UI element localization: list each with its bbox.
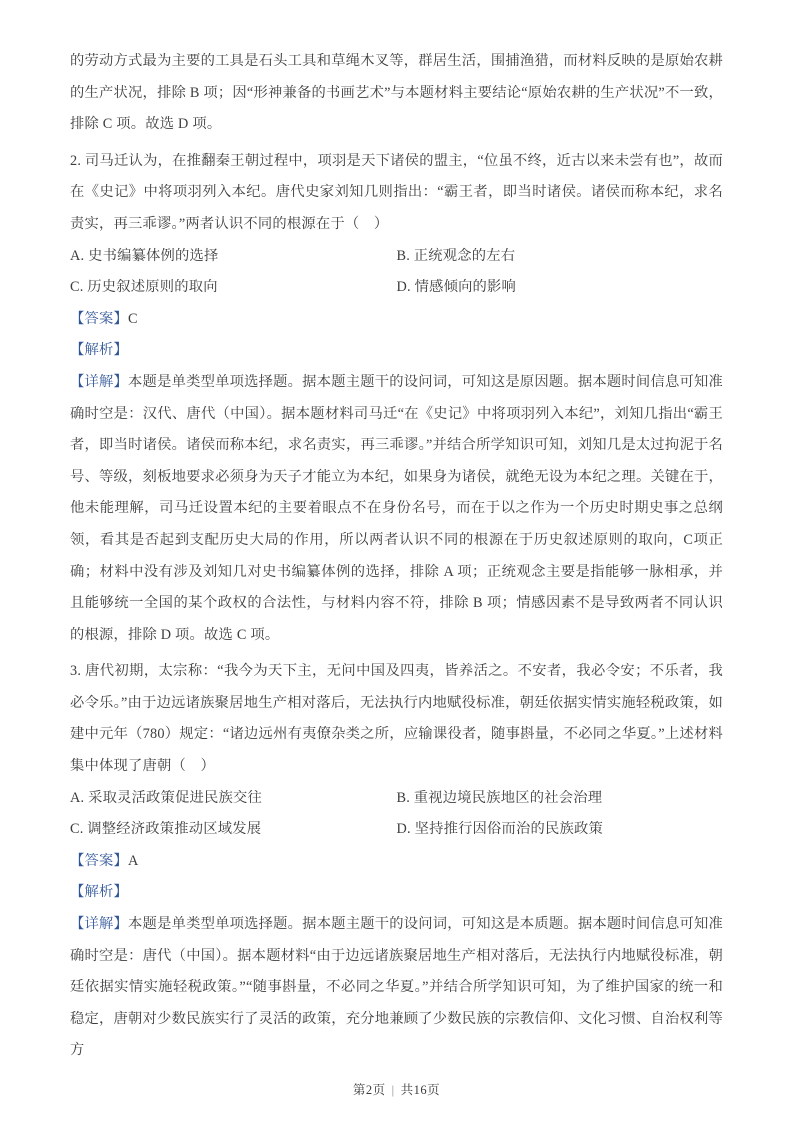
question-2-analysis-line xyxy=(70,335,723,367)
page-content xyxy=(70,46,723,1067)
answer-label: 【答案】 xyxy=(70,310,128,327)
question-2-option-a: A. 史书编纂体例的选择 xyxy=(70,247,219,264)
question-2-options-row-ab xyxy=(70,241,723,273)
question-2-options-row-cd xyxy=(70,272,723,304)
question-3-detail-text: 本题是单类型单项选择题。据本题主题干的设问词，可知这是本质题。据本题时间信息可知准确时空是：唐代（中国）。据本题材料“由于边远诸族聚居地生产相对落后，无法执行内地赋役标准，朝廷依据实情实施轻税政策。”“随事斟量，不必同之华夏。”并结合所学知识可知，为了维护国家的统一和稳定，唐朝对少数民族实行了灵活的政策，充分地兼顾了少数民族的宗教信仰、文化习惯、自治权利等方 xyxy=(70,916,723,1059)
detail-label: 【详解】 xyxy=(70,916,129,933)
page-footer xyxy=(0,1080,793,1098)
question-3-options-row-cd xyxy=(70,814,723,846)
question-3-option-a: A. 采取灵活政策促进民族交往 xyxy=(70,789,263,806)
analysis-label: 【解析】 xyxy=(70,884,128,901)
question-3-detail-paragraph xyxy=(70,909,723,1067)
question-2-stem: 2. 司马迁认为，在推翻秦王朝过程中，项羽是天下诸侯的盟主，“位虽不终，近古以来未尝有也”，故而在《史记》中将项羽列入本纪。唐代史家刘知几则指出：“霸王者，即当时诸侯。诸侯而称本纪，求名责实，再三乖谬。”两者认识不同的根源在于（ ） xyxy=(70,152,723,232)
detail-label: 【详解】 xyxy=(70,373,129,390)
question-3-options-row-ab xyxy=(70,783,723,815)
carryover-explanation-paragraph: 的劳动方式最为主要的工具是石头工具和草绳木叉等，群居生活，围捕渔猎，而材料反映的是原始农耕的生产状况，排除 B 项；因“形神兼备的书画艺术”与本题材料主要结论“原始农耕的生产状况”不一致，排除 C 项。故选 D 项。 xyxy=(70,53,723,133)
question-2-detail-paragraph xyxy=(70,367,723,651)
footer-total-pages: 共16页 xyxy=(400,1083,441,1097)
question-2-answer-line xyxy=(70,304,723,336)
question-3-answer-value: A xyxy=(128,852,139,869)
question-2-option-d: D. 情感倾向的影响 xyxy=(396,279,517,296)
question-2-answer-value: C xyxy=(128,310,138,327)
question-3-answer-line xyxy=(70,846,723,878)
footer-separator: | xyxy=(391,1083,395,1097)
question-2-option-c: C. 历史叙述原则的取向 xyxy=(70,279,218,296)
question-3-stem: 3. 唐代初期，太宗称：“我今为天下主，无问中国及四夷，皆养活之。不安者，我必令安；不乐者，我必令乐。”由于边远诸族聚居地生产相对落后，无法执行内地赋役标准，朝廷依据实情实施轻税政策，如建中元年（780）规定：“诸边远州有夷僚杂类之所，应输课役者，随事斟量，不必同之华夏。”上述材料集中体现了唐朝（ ） xyxy=(70,663,723,775)
question-3-option-b: B. 重视边境民族地区的社会治理 xyxy=(396,789,603,806)
footer-page-number: 第2页 xyxy=(352,1083,386,1097)
question-3-analysis-line xyxy=(70,877,723,909)
question-3-option-c: C. 调整经济政策推动区域发展 xyxy=(70,821,262,838)
question-2-option-b: B. 正统观念的左右 xyxy=(396,247,516,264)
answer-label: 【答案】 xyxy=(70,852,128,869)
analysis-label: 【解析】 xyxy=(70,342,128,359)
question-2 xyxy=(70,146,723,652)
question-3 xyxy=(70,656,723,1067)
question-3-option-d: D. 坚持推行因俗而治的民族政策 xyxy=(396,821,604,838)
question-2-detail-text: 本题是单类型单项选择题。据本题主题干的设问词，可知这是原因题。据本题时间信息可知准确时空是：汉代、唐代（中国）。据本题材料司马迁“在《史记》中将项羽列入本纪”，刘知几指出“霸王者，即当时诸侯。诸侯而称本纪，求名责实，再三乖谬。”并结合所学知识可知，刘知几是太过拘泥于名号、等级，刻板地要求必须身为天子才能立为本纪，如果身为诸侯，就绝无设为本纪之理。关键在于，他未能理解，司马迁设置本纪的主要着眼点不在身份名号，而在于以之作为一个历史时期史事之总纲领，看其是否起到支配历史大局的作用，所以两者认识不同的根源在于历史叙述原则的取向，C项正确；材料中没有涉及刘知几对史书编纂体例的选择，排除 A 项；正统观念主要是指能够一脉相承，并且能够统一全国的某个政权的合法性，与材料内容不符，排除 B 项；情感因素不是导致两者不同认识的根源，排除 D 项。故选 C 项。 xyxy=(70,373,723,643)
